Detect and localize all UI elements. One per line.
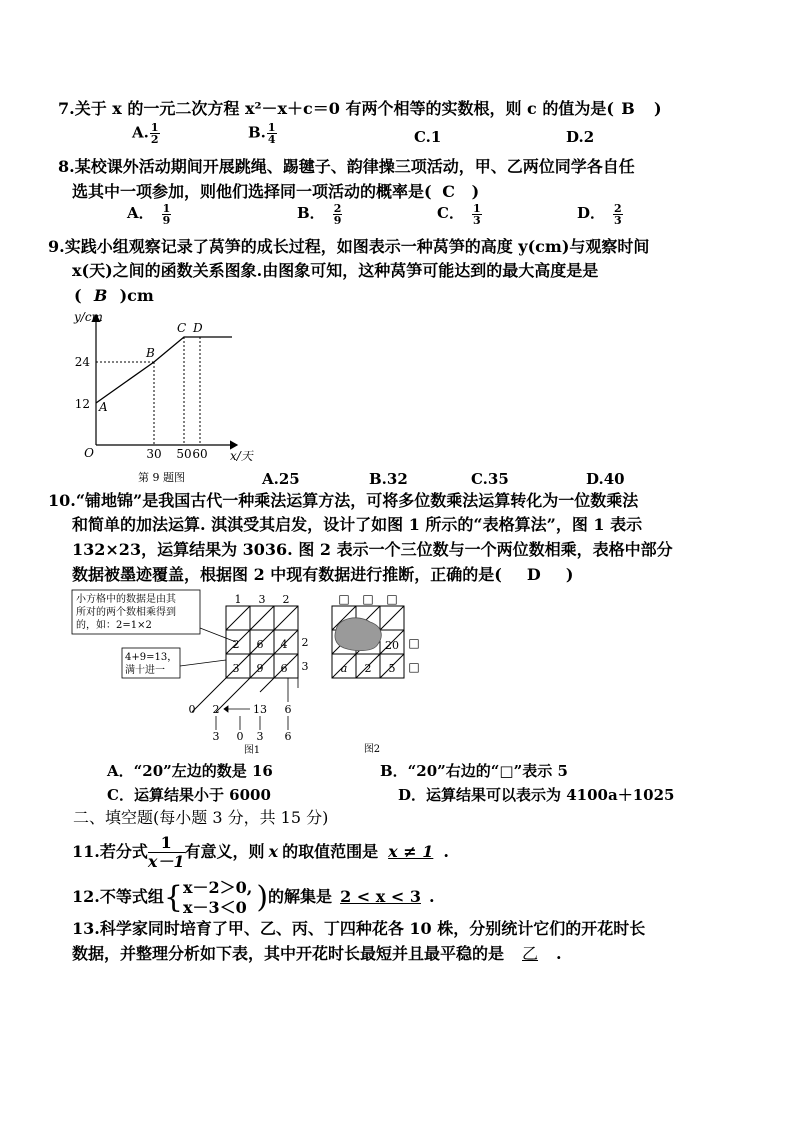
q10-line1: 10.“铺地锦”是我国古代一种乘法运算方法，可将多位数乘法运算转化为一位数乘法 — [48, 491, 639, 510]
q8-line1: 8.某校课外活动期间开展跳绳、踢毽子、韵律操三项活动，甲、乙两位同学各自任 — [58, 157, 635, 176]
fig1-caption: 图1 — [243, 745, 261, 756]
origin-label: O — [84, 446, 94, 460]
q10-option-b: B．“20”右边的“□”表示 5 — [380, 762, 568, 780]
q9-option-a: A.25 — [262, 470, 300, 488]
section2-title: 二、填空题(每小题 3 分，共 15 分) — [73, 808, 329, 827]
fig2-cell-a: a — [340, 662, 348, 675]
svg-text:6: 6 — [284, 730, 292, 743]
q8-option-c: C． $\frac{1}{3}$ — [437, 201, 481, 227]
q13-answer: 乙 — [522, 944, 539, 963]
q9-line2: x(天)之间的函数关系图象.由图象可知，这种莴笋可能达到的最大高度是是 — [72, 261, 599, 280]
point-b: B — [146, 346, 155, 360]
q13-line1: 13.科学家同时培育了甲、乙、丙、丁四种花各 10 株，分别统计它们的开花时长 — [72, 919, 646, 938]
q10-line3: 132×23，运算结果为 3036. 图 2 表示一个三位数与一个两位数相乘，表格中部分 — [72, 540, 673, 559]
q10-figure2 — [330, 592, 430, 756]
x-tick-50: 50 — [176, 447, 192, 461]
svg-text:□: □ — [338, 592, 350, 606]
y-tick-24: 24 — [74, 355, 90, 369]
q10-answer: D — [526, 565, 541, 584]
q7-option-c: C.1 — [414, 128, 442, 146]
svg-text:□: □ — [362, 592, 374, 606]
q7-stem: 7.关于 x 的一元二次方程 x²－x＋c＝0 有两个相等的实数根，则 c 的值为是( B ) — [58, 99, 662, 118]
q10-option-a: A．“20”左边的数是 16 — [107, 762, 273, 780]
q13-line2: 数据，并整理分析如下表，其中开花时长最短并且最平稳的是 乙 . — [72, 944, 562, 963]
q8-answer: C — [442, 182, 455, 201]
svg-text:2: 2 — [364, 662, 372, 675]
point-a: A — [99, 400, 108, 414]
svg-text:3: 3 — [301, 660, 309, 673]
point-c: C — [177, 321, 187, 335]
q9-option-c: C.35 — [471, 470, 509, 488]
note2-line1: 4+9=13， — [125, 652, 178, 663]
q9-graph — [72, 305, 272, 490]
svg-text:9: 9 — [256, 662, 264, 675]
q10-line2: 和简单的加法运算. 淇淇受其启发，设计了如图 1 所示的“表格算法”，图 1 表示 — [72, 515, 643, 534]
svg-text:6: 6 — [256, 638, 264, 651]
q12-answer: 2 < x < 3 — [340, 887, 421, 906]
svg-text:2: 2 — [301, 636, 309, 649]
q10-line4: 数据被墨迹覆盖，根据图 2 中现有数据进行推断，正确的是( D ) — [72, 565, 574, 584]
q11: 11.若分式 $\frac{1}{x-1}$ 有意义，则 x 的取值范围是 x ≠ 1 . — [72, 833, 449, 871]
svg-text:2: 2 — [212, 703, 220, 716]
q7-option-a: A. $\frac{1}{2}$ — [132, 121, 159, 146]
svg-text:6: 6 — [280, 662, 288, 675]
svg-text:2: 2 — [232, 638, 240, 651]
svg-text:5: 5 — [388, 662, 396, 675]
fig2-caption: 图2 — [363, 744, 381, 755]
q8-option-b: B． $\frac{2}{9}$ — [297, 201, 342, 227]
q8-option-d: D． $\frac{2}{3}$ — [577, 201, 622, 227]
q7-option-d: D.2 — [566, 128, 595, 146]
svg-text:4: 4 — [280, 638, 288, 651]
x-tick-30: 30 — [146, 447, 162, 461]
x-tick-60: 60 — [192, 447, 208, 461]
y-axis-label: y/cm — [74, 310, 103, 324]
svg-text:3: 3 — [212, 730, 220, 743]
q7-answer: B — [621, 99, 635, 118]
q10-option-d: D．运算结果可以表示为 4100a＋1025 — [398, 786, 675, 804]
svg-text:3: 3 — [256, 730, 264, 743]
svg-text:3: 3 — [232, 662, 240, 675]
q10-option-c: C．运算结果小于 6000 — [107, 786, 271, 804]
svg-text:0: 0 — [188, 703, 196, 716]
q9-option-b: B.32 — [369, 470, 408, 488]
note1-line2: 所对的两个数相乘得到 — [76, 607, 176, 618]
svg-text:□: □ — [408, 660, 420, 674]
fig2-cell-20: 20 — [385, 639, 399, 652]
svg-text:13: 13 — [253, 703, 267, 716]
note1-line1: 小方格中的数据是由其 — [76, 594, 176, 605]
q8-option-a: A． $\frac{1}{9}$ — [127, 201, 171, 227]
svg-text:□: □ — [386, 592, 398, 606]
note2-line2: 满十进一 — [125, 665, 165, 676]
svg-text:1: 1 — [234, 593, 242, 606]
q12: 12.不等式组{ x－2＞0, x－3＜0 )的解集是 2 < x < 3 . — [72, 877, 435, 917]
svg-text:6: 6 — [284, 703, 292, 716]
q9-line1: 9.实践小组观察记录了莴笋的成长过程，如图表示一种莴笋的高度 y(cm)与观察时间 — [48, 237, 650, 256]
svg-text:3: 3 — [258, 593, 266, 606]
svg-text:2: 2 — [282, 593, 290, 606]
svg-text:0: 0 — [236, 730, 244, 743]
note1-line3: 的，如：2=1×2 — [76, 620, 152, 631]
ink-blot — [335, 618, 381, 651]
q10-figure1 — [70, 588, 330, 756]
q11-answer: x ≠ 1 — [388, 842, 434, 861]
q9-answer: B — [93, 286, 108, 305]
q7-option-b: B. $\frac{1}{4}$ — [248, 121, 276, 146]
growth-line — [96, 337, 232, 403]
graph-caption: 第 9 题图 — [138, 471, 185, 484]
q8-line2: 选其中一项参加，则他们选择同一项活动的概率是( C ) — [72, 182, 480, 201]
q9-option-d: D.40 — [586, 470, 625, 488]
y-tick-12: 12 — [74, 397, 90, 411]
svg-text:□: □ — [408, 636, 420, 650]
point-d: D — [193, 321, 203, 335]
q9-line3: ( B )cm — [74, 286, 154, 305]
x-axis-label: x/天 — [230, 449, 253, 463]
